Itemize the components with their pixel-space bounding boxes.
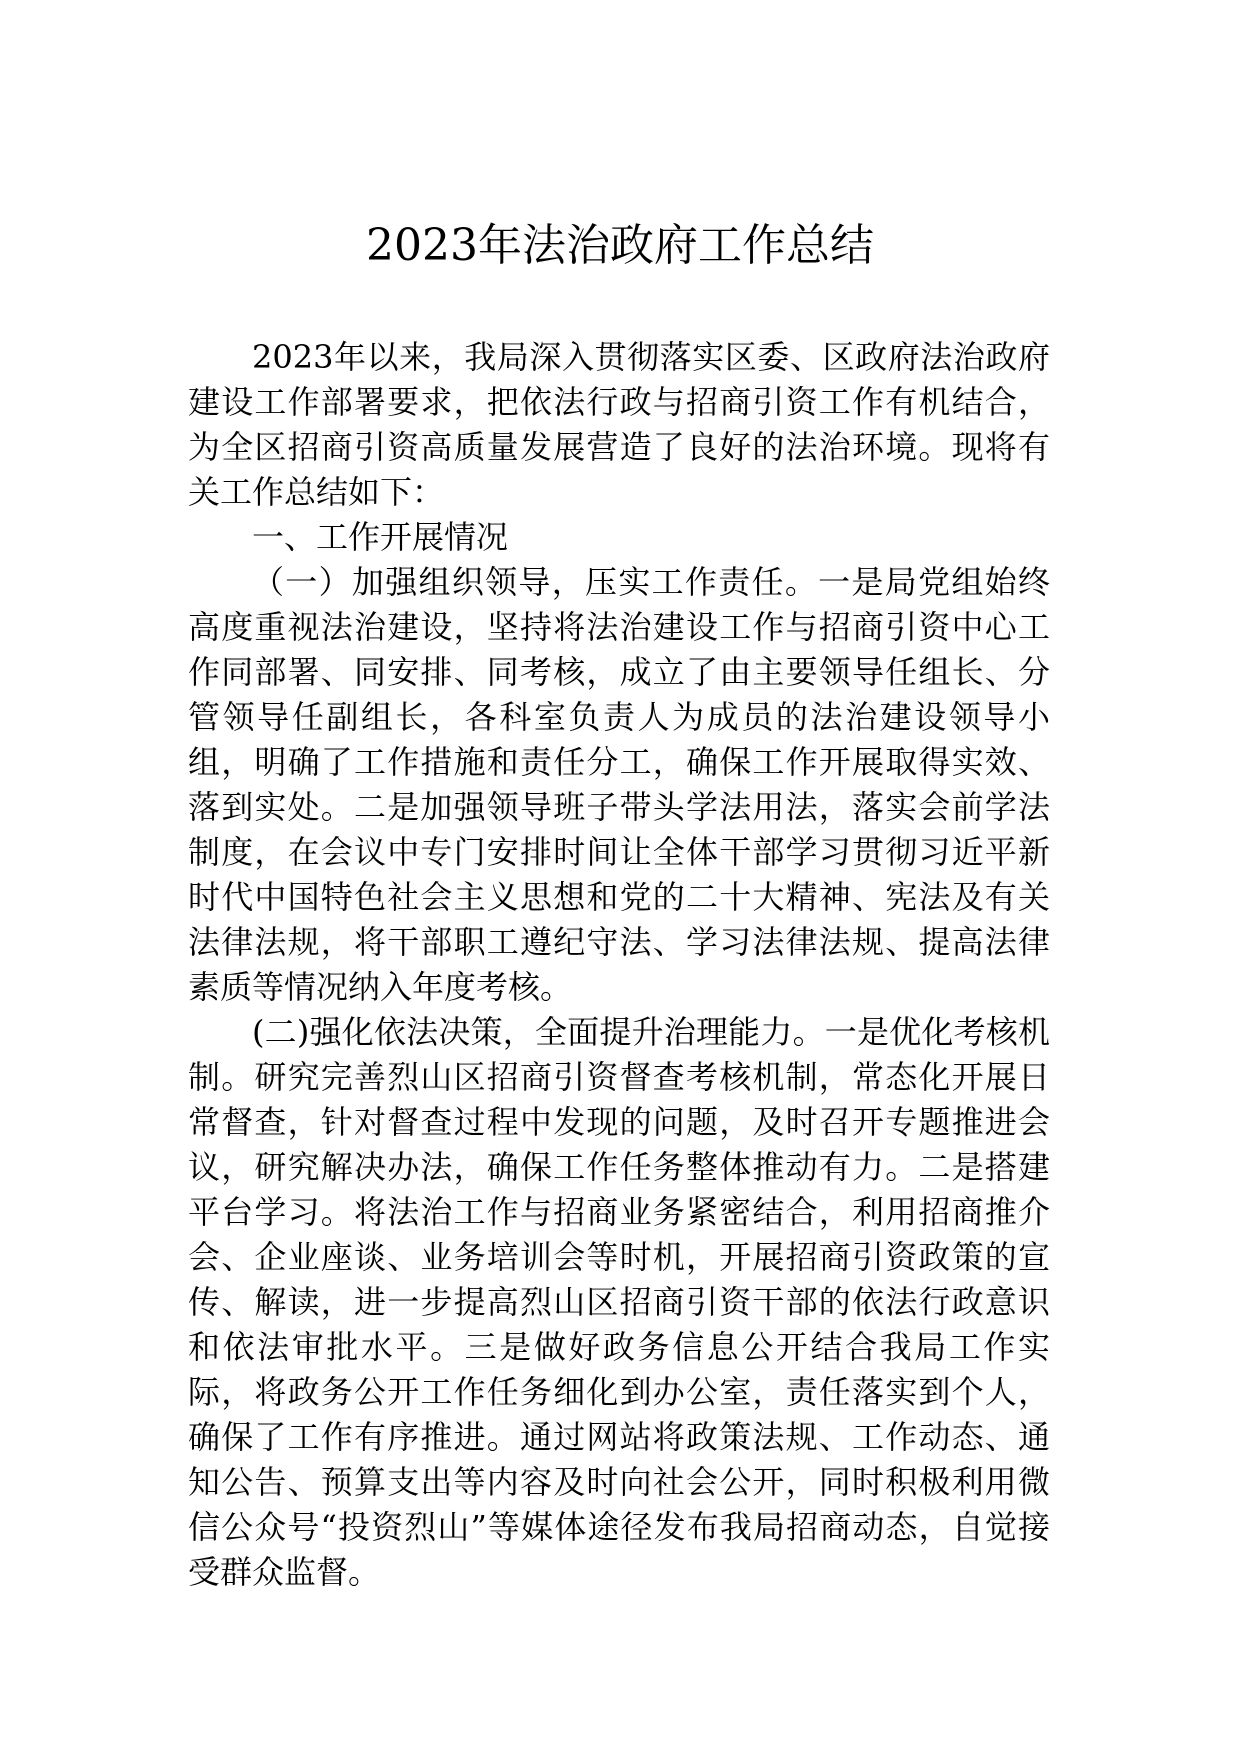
document-body bbox=[188, 335, 1050, 1595]
document-title: 2023年法治政府工作总结 bbox=[366, 220, 874, 271]
body-paragraph: (二)强化依法决策，全面提升治理能力。一是优化考核机制。研究完善烈山区招商引资督查考核机制，常态化开展日常督查，针对督查过程中发现的问题，及时召开专题推进会议，研究解决办法，确保工作任务整体推动有力。二是搭建平台学习。将法治工作与招商业务紧密结合，利用招商推介会、企业座谈、业务培训会等时机，开展招商引资政策的宣传、解读，进一步提高烈山区招商引资干部的依法行政意识和依法审批水平。三是做好政务信息公开结合我局工作实际，将政务公开工作任务细化到办公室，责任落实到个人，确保了工作有序推进。通过网站将政策法规、工作动态、通知公告、预算支出等内容及时向社会公开，同时积极利用微信公众号“投资烈山”等媒体途径发布我局招商动态，自觉接受群众监督。 bbox=[188, 1013, 1050, 1591]
body-paragraph: （一）加强组织领导，压实工作责任。一是局党组始终高度重视法治建设，坚持将法治建设工作与招商引资中心工作同部署、同安排、同考核，成立了由主要领导任组长、分管领导任副组长，各科室负责人为成员的法治建设领导小组，明确了工作措施和责任分工，确保工作开展取得实效、落到实处。二是加强领导班子带头学法用法，落实会前学法制度，在会议中专门安排时间让全体干部学习贯彻习近平新时代中国特色社会主义思想和党的二十大精神、宪法及有关法律法规，将干部职工遵纪守法、学习法律法规、提高法律素质等情况纳入年度考核。 bbox=[188, 563, 1050, 1006]
intro-paragraph: 2023年以来，我局深入贯彻落实区委、区政府法治政府建设工作部署要求，把依法行政与招商引资工作有机结合，为全区招商引资高质量发展营造了良好的法治环境。现将有关工作总结如下： bbox=[188, 338, 1050, 511]
section-heading: 一、工作开展情况 bbox=[252, 518, 509, 556]
